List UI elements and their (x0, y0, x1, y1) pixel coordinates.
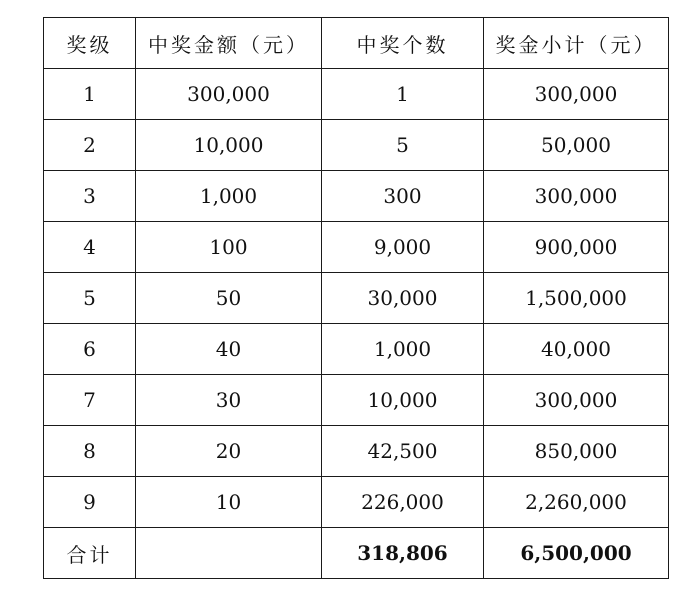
prize-level-cell: 3 (44, 171, 136, 222)
winner-count-cell: 42,500 (322, 426, 484, 477)
header-prize-amount: 中奖金额（元） (136, 18, 322, 69)
table-row (44, 273, 669, 324)
prize-level-cell: 2 (44, 120, 136, 171)
table-row (44, 69, 669, 120)
table-row (44, 324, 669, 375)
prize-amount-cell: 50 (136, 273, 322, 324)
prize-amount-cell: 1,000 (136, 171, 322, 222)
prize-subtotal-cell: 850,000 (484, 426, 669, 477)
total-label: 合计 (44, 528, 136, 579)
prize-subtotal-cell: 2,260,000 (484, 477, 669, 528)
prize-amount-cell: 10 (136, 477, 322, 528)
winner-count-cell: 5 (322, 120, 484, 171)
table-row (44, 477, 669, 528)
prize-amount-cell: 100 (136, 222, 322, 273)
prize-subtotal-cell: 50,000 (484, 120, 669, 171)
prize-amount-cell: 30 (136, 375, 322, 426)
table-row (44, 222, 669, 273)
prize-table (43, 17, 669, 579)
prize-subtotal-cell: 40,000 (484, 324, 669, 375)
table-row (44, 426, 669, 477)
table-row (44, 171, 669, 222)
prize-level-cell: 5 (44, 273, 136, 324)
winner-count-cell: 10,000 (322, 375, 484, 426)
total-subtotal-cell: 6,500,000 (484, 528, 669, 579)
prize-amount-cell: 40 (136, 324, 322, 375)
header-prize-level: 奖级 (44, 18, 136, 69)
prize-amount-cell: 300,000 (136, 69, 322, 120)
winner-count-cell: 300 (322, 171, 484, 222)
prize-subtotal-cell: 1,500,000 (484, 273, 669, 324)
prize-level-cell: 8 (44, 426, 136, 477)
winner-count-cell: 226,000 (322, 477, 484, 528)
winner-count-cell: 1 (322, 69, 484, 120)
prize-level-cell: 4 (44, 222, 136, 273)
prize-subtotal-cell: 300,000 (484, 171, 669, 222)
table-row (44, 120, 669, 171)
total-amount-cell (136, 528, 322, 579)
prize-amount-cell: 10,000 (136, 120, 322, 171)
table-row (44, 375, 669, 426)
prize-subtotal-cell: 300,000 (484, 69, 669, 120)
winner-count-cell: 9,000 (322, 222, 484, 273)
prize-level-cell: 7 (44, 375, 136, 426)
prize-subtotal-cell: 900,000 (484, 222, 669, 273)
header-prize-subtotal: 奖金小计（元） (484, 18, 669, 69)
winner-count-cell: 1,000 (322, 324, 484, 375)
total-count-cell: 318,806 (322, 528, 484, 579)
prize-subtotal-cell: 300,000 (484, 375, 669, 426)
prize-level-cell: 9 (44, 477, 136, 528)
prize-level-cell: 1 (44, 69, 136, 120)
header-row (44, 18, 669, 69)
header-winner-count: 中奖个数 (322, 18, 484, 69)
prize-amount-cell: 20 (136, 426, 322, 477)
winner-count-cell: 30,000 (322, 273, 484, 324)
total-row (44, 528, 669, 579)
prize-level-cell: 6 (44, 324, 136, 375)
